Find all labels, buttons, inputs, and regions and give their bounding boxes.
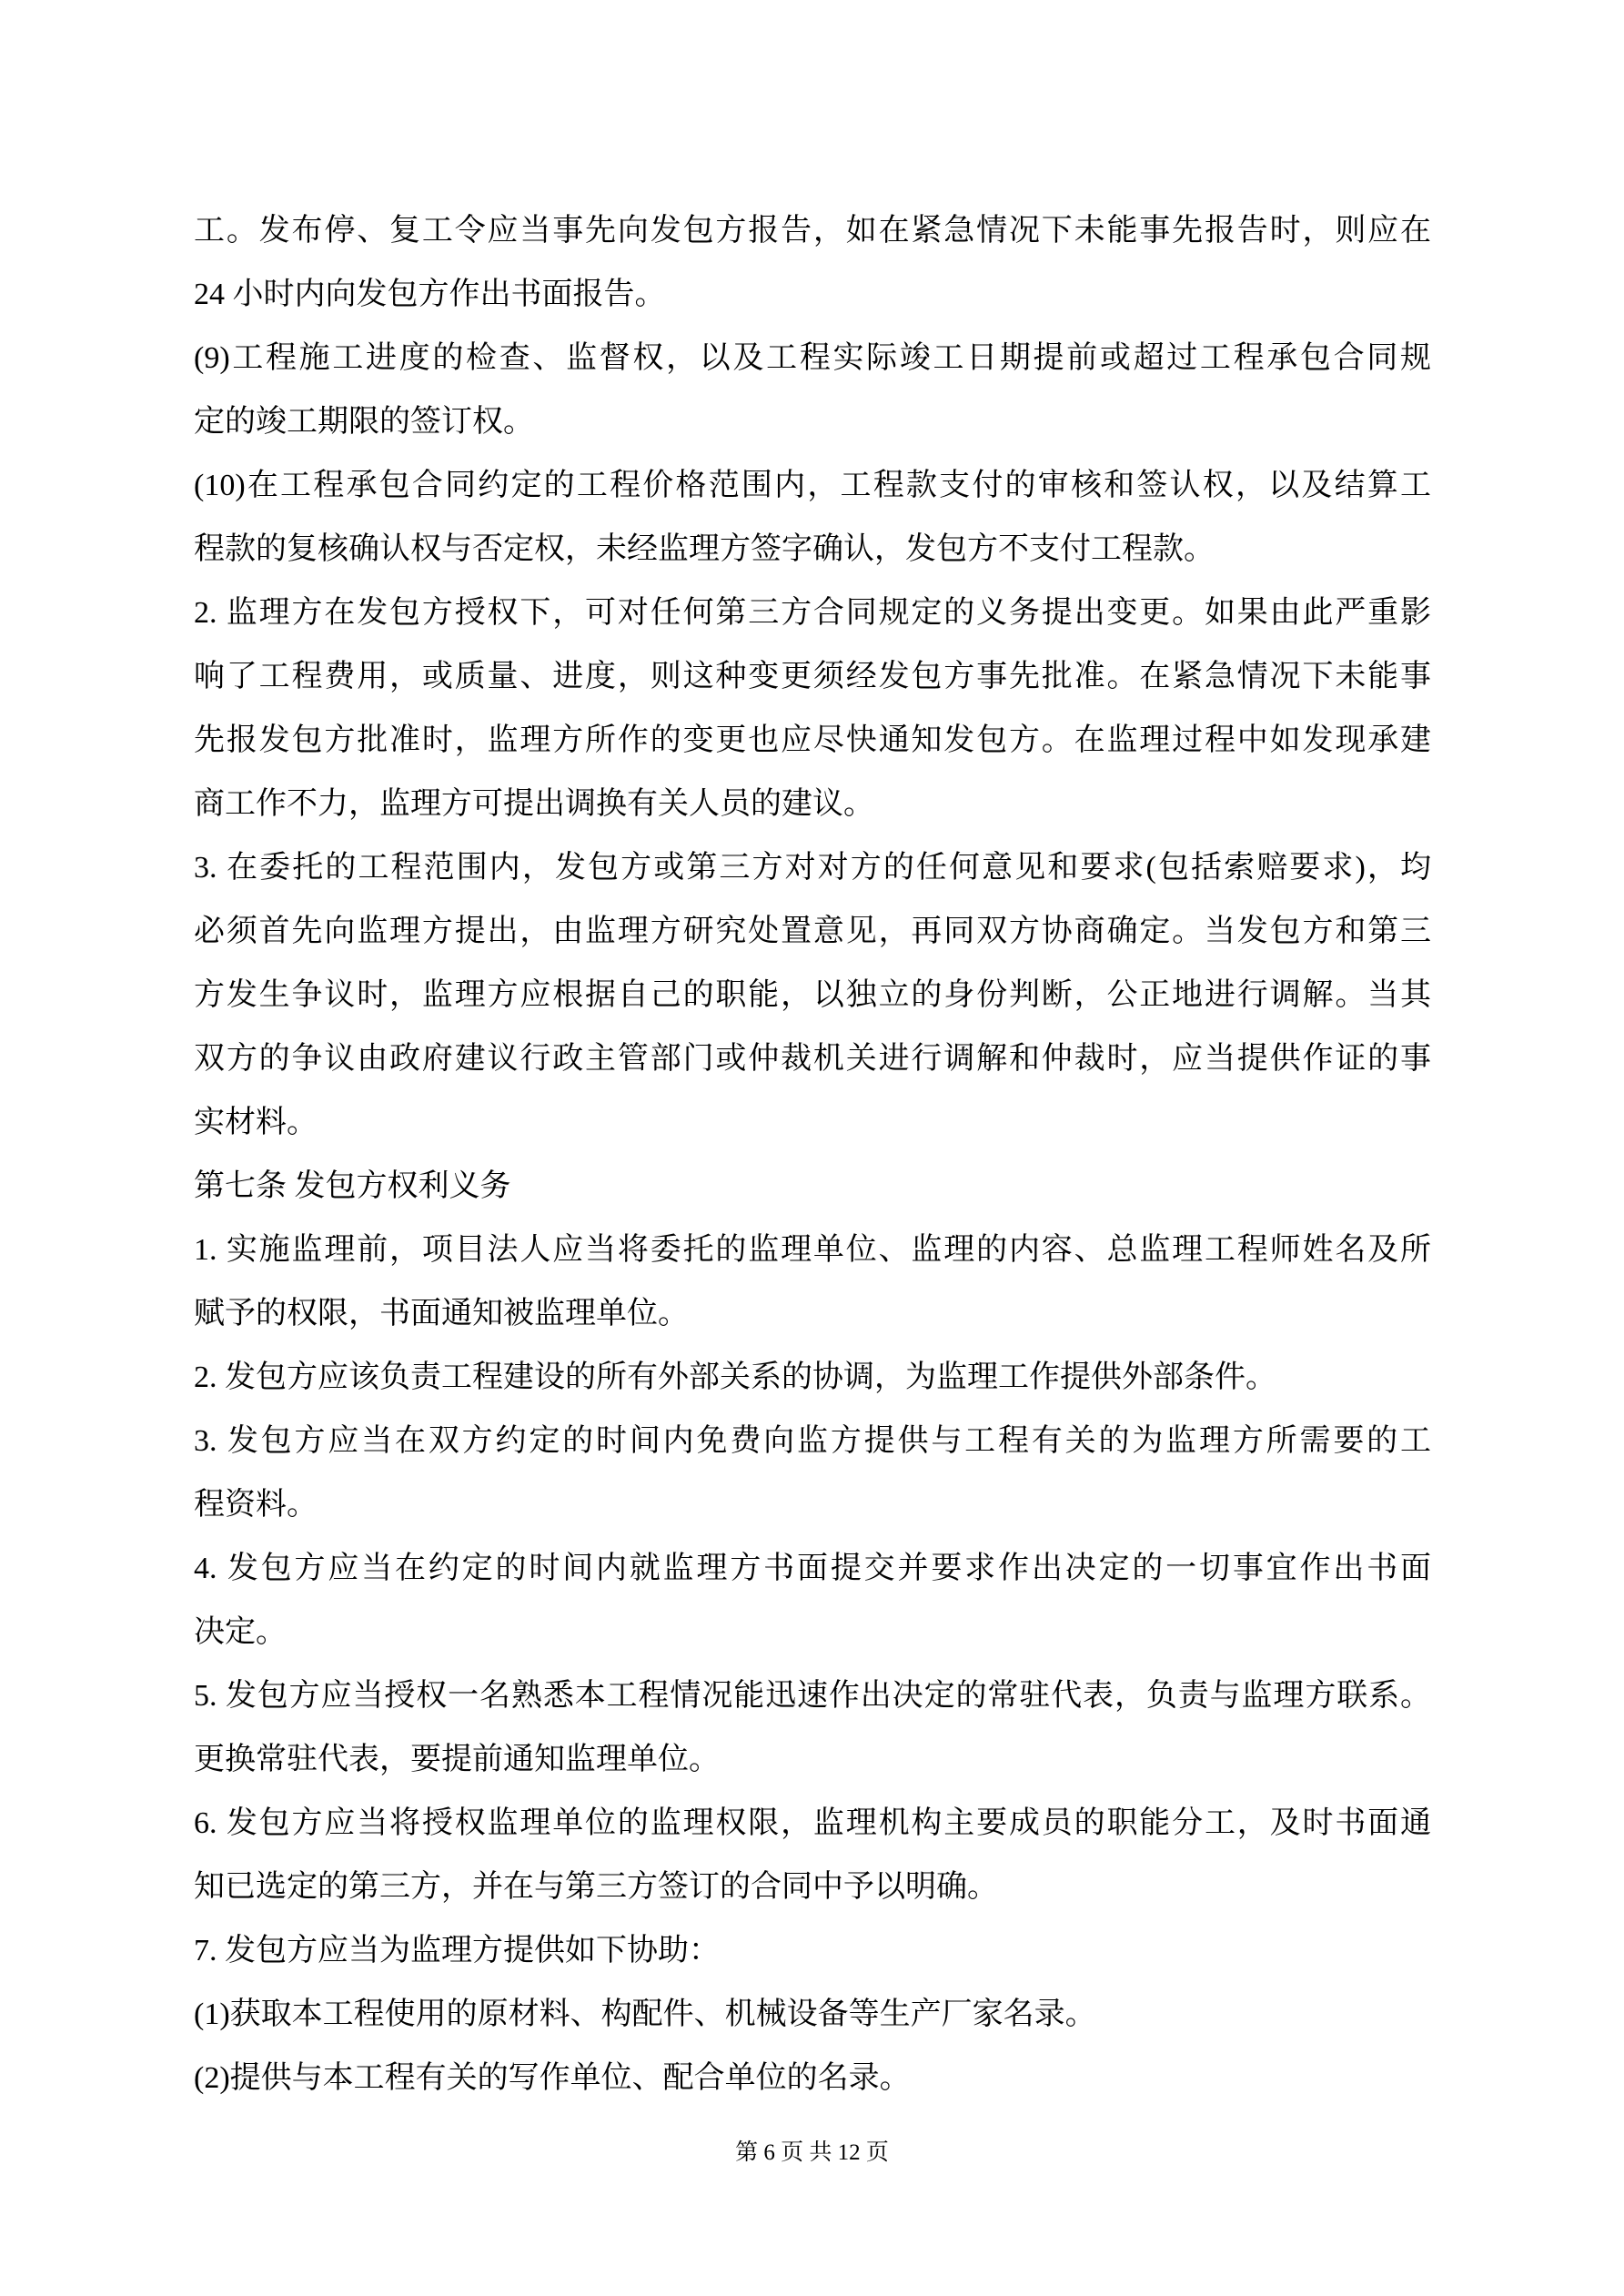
- text-line: 5. 发包方应当授权一名熟悉本工程情况能迅速作出决定的常驻代表，负责与监理方联系。: [194, 1679, 1431, 1713]
- text-line: 1. 实施监理前，项目法人应当将委托的监理单位、监理的内容、总监理工程师姓名及所: [194, 1233, 1431, 1267]
- text-line: 工。发布停、复工令应当事先向发包方报告，如在紧急情况下未能事先报告时，则应在: [194, 214, 1431, 248]
- text-line: 程款的复核确认权与否定权，未经监理方签字确认，发包方不支付工程款。: [194, 532, 1215, 566]
- text-line: 定的竣工期限的签订权。: [194, 405, 534, 439]
- text-line: 响了工程费用，或质量、进度，则这种变更须经发包方事先批准。在紧急情况下未能事: [194, 660, 1431, 693]
- text-line: (1)获取本工程使用的原材料、构配件、机械设备等生产厂家名录。: [194, 1998, 1096, 2031]
- text-line: 第七条 发包方权利义务: [194, 1169, 511, 1203]
- text-line: 7. 发包方应当为监理方提供如下协助：: [194, 1934, 720, 1967]
- text-line: 双方的争议由政府建议行政主管部门或仲裁机关进行调解和仲裁时，应当提供作证的事: [194, 1042, 1431, 1076]
- text-line: 实材料。: [194, 1106, 318, 1139]
- text-line: 程资料。: [194, 1488, 318, 1522]
- text-line: 更换常驻代表，要提前通知监理单位。: [194, 1743, 720, 1776]
- text-line: 2. 监理方在发包方授权下，可对任何第三方合同规定的义务提出变更。如果由此严重影: [194, 596, 1431, 630]
- text-line: 6. 发包方应当将授权监理单位的监理权限，监理机构主要成员的职能分工，及时书面通: [194, 1806, 1431, 1840]
- page-footer: [0, 2139, 1624, 2168]
- text-line: 先报发包方批准时，监理方所作的变更也应尽快通知发包方。在监理过程中如发现承建: [194, 723, 1431, 757]
- text-line: 决定。: [194, 1615, 287, 1649]
- text-line: 3. 发包方应当在双方约定的时间内免费向监方提供与工程有关的为监理方所需要的工: [194, 1424, 1431, 1458]
- text-line: 知已选定的第三方，并在与第三方签订的合同中予以明确。: [194, 1870, 998, 1904]
- text-line: 必须首先向监理方提出，由监理方研究处置意见，再同双方协商确定。当发包方和第三: [194, 915, 1431, 948]
- text-line: 方发生争议时，监理方应根据自己的职能，以独立的身份判断，公正地进行调解。当其: [194, 978, 1431, 1012]
- document-body: [194, 199, 1431, 2110]
- text-line: 2. 发包方应该负责工程建设的所有外部关系的协调，为监理工作提供外部条件。: [194, 1360, 1276, 1394]
- text-line: 24 小时内向发包方作出书面报告。: [194, 278, 666, 311]
- text-line: 赋予的权限，书面通知被监理单位。: [194, 1297, 689, 1330]
- text-line: 4. 发包方应当在约定的时间内就监理方书面提交并要求作出决定的一切事宜作出书面: [194, 1552, 1431, 1585]
- page-number: 第 6 页 共 12 页: [735, 2140, 889, 2165]
- text-line: 商工作不力，监理方可提出调换有关人员的建议。: [194, 787, 874, 821]
- text-line: (10)在工程承包合同约定的工程价格范围内，工程款支付的审核和签认权，以及结算工: [194, 469, 1431, 502]
- text-line: 3. 在委托的工程范围内，发包方或第三方对对方的任何意见和要求(包括索赔要求)，均: [194, 851, 1431, 885]
- text-line: (9)工程施工进度的检查、监督权，以及工程实际竣工日期提前或超过工程承包合同规: [194, 341, 1431, 375]
- text-line: (2)提供与本工程有关的写作单位、配合单位的名录。: [194, 2061, 911, 2095]
